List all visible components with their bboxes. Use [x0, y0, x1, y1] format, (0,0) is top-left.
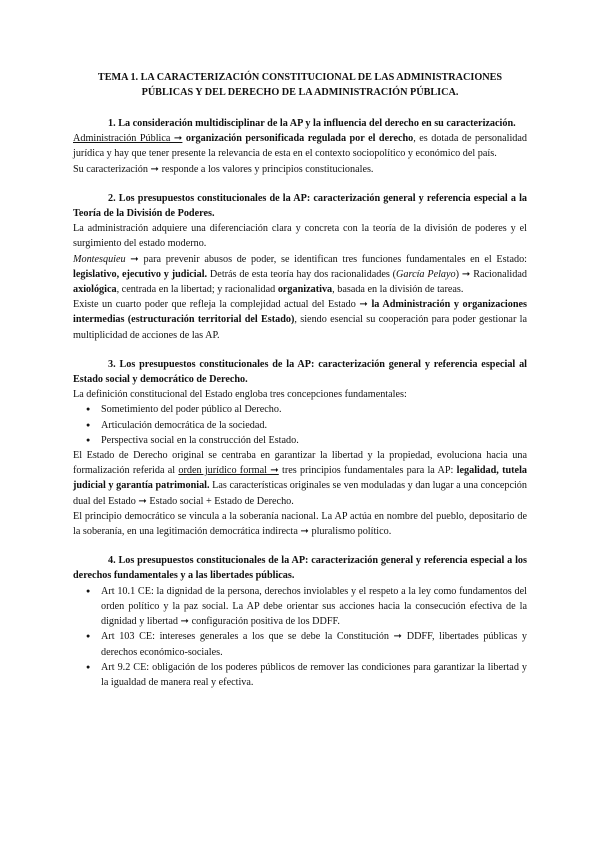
section-1-heading: 1. La consideración multidisciplinar de la AP y la influencia del derecho en su caracterización. [108, 118, 516, 129]
underlined-term: Administración Pública ➞ [73, 133, 183, 145]
section-3-paragraph-2: El Estado de Derecho original se centraba en garantizar la libertad y la propiedad, evoluciona hacia una formalización referida al orden jurídico formal ➞ tres principios fundamentales para la AP: legalidad, tutela judicial y garantía patrimonial. Las características originales se ven moduladas y dan lugar a una concepción dual del Estado ➞ Estado social + Estado de Derecho. [73, 450, 527, 507]
list-item: ● Art 103 CE: intereses generales a los que se debe la Constitución ➞ DDFF, libertades públicas y derechos económico-sociales. [73, 629, 527, 659]
section-2-heading: 2. Los presupuestos constitucionales de la AP: caracterización general y referencia especial a la Teoría de la División de Poderes. [73, 192, 527, 220]
underlined-term: orden jurídico formal ➞ [178, 465, 279, 477]
section-3-heading: 3. Los presupuestos constitucionales de la AP: caracterización general y referencia especial al Estado social y democrático de Derecho. [73, 358, 527, 386]
section-4 [73, 553, 527, 690]
list-item: ● Articulación democrática de la sociedad. [73, 418, 527, 433]
list-item: ● Perspectiva social en la construcción del Estado. [73, 433, 527, 448]
section-4-bullet-list [73, 584, 527, 690]
section-3-bullet-list [73, 402, 527, 448]
list-item: ● Art 10.1 CE: la dignidad de la persona, derechos inviolables y el respeto a la ley como fundamentos del orden político y la paz social. La AP debe orientar sus acciones hacia la consecución efectiva de la dignidad y libertad ➞ configuración positiva de los DDFF. [73, 584, 527, 630]
section-4-heading: 4. Los presupuestos constitucionales de la AP: caracterización general y referencia especial a los derechos fundamentales y a las libertades públicas. [73, 555, 527, 582]
section-1-paragraph-2: Su caracterización ➞ responde a los valores y principios constitucionales. [73, 163, 374, 175]
section-2-paragraph-3: Existe un cuarto poder que refleja la complejidad actual del Estado ➞ la Administración y organizaciones intermedias (estructuración territorial del Estado), siendo esencial su cooperación para poder gestionar la multiplicidad de acciones de las AP. [73, 299, 527, 341]
section-1 [73, 116, 527, 177]
list-item: ● Art 9.2 CE: obligación de los poderes públicos de remover las condiciones para garantizar la libertad y la igualdad de manera real y efectiva. [73, 660, 527, 690]
document-title: TEMA 1. LA CARACTERIZACIÓN CONSTITUCIONAL DE LAS ADMINISTRACIONES PÚBLICAS Y DEL DERECHO DE LA ADMINISTRACIÓN PÚBLICA. [97, 72, 503, 98]
section-3-paragraph-1: La definición constitucional del Estado engloba tres concepciones fundamentales: [73, 389, 407, 401]
section-2-paragraph-2: Montesquieu ➞ para prevenir abusos de poder, se identifican tres funciones fundamentales en el Estado: legislativo, ejecutivo y judicial. Detrás de esta teoría hay dos racionalidades (García Pelayo) ➞ Racionalidad axiológica, centrada en la libertad; y racionalidad organizativa, basada en la división de tareas. [73, 253, 527, 296]
section-1-paragraph-1: Administración Pública ➞ organización personificada regulada por el derecho, es dotada de personalidad jurídica y hay que tener presente la relevancia de esta en el contexto sociopolítico y económico del país. [73, 133, 528, 160]
list-item: ● Sometimiento del poder público al Derecho. [73, 402, 527, 417]
section-2 [73, 191, 527, 343]
section-3 [73, 357, 527, 539]
section-3-paragraph-3: El principio democrático se vincula a la soberanía nacional. La AP actúa en nombre del pueblo, depositario de la soberanía, en una legitimación democrática indirecta ➞ pluralismo político. [73, 510, 527, 538]
section-2-paragraph-1: La administración adquiere una diferenciación clara y concreta con la teoría de la división de poderes y el surgimiento del estado moderno. [73, 223, 527, 250]
document-body [73, 70, 527, 690]
